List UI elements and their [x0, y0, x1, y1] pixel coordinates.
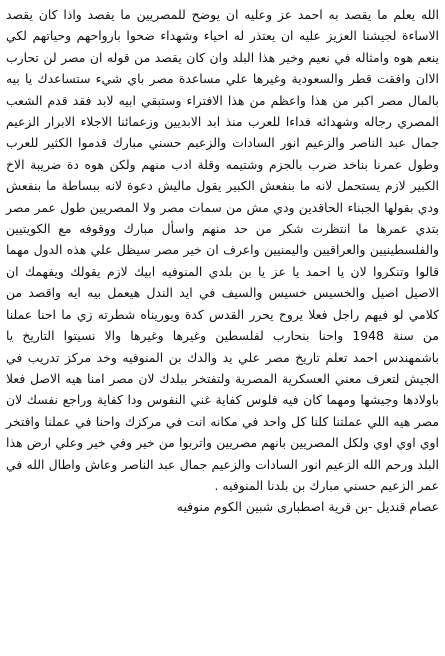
- body-paragraph: الله يعلم ما يقصد به احمد عز وعليه ان يوضح للمصريين ما يقصد واذا كان يقصد الاساءة لجيشنا العزيز عليه ان يعتذر له احياء وشهداء ضحوا بارواحهم وحياتهم لكي ينعم هوه وامثاله في نعيم وخير هذا البلد وان كان يقصد من قوله ان مصر لن تحارب الاان وافقت قطر والسعودية وغيرها علي مساعدة مصر باي شيء ستساعدك يا بيه بالمال مصر اكبر من هذا واعظم من هذا الافتراء وستبقي ابيه لابد فقد قدم الشعب المصري رجاله وشهدائه فداءا للعرب منذ ابد الابديين وزعمائنا الاجلاء الابرار الزعيم جمال عبد الناصر والزعيم انور السادات والزعيم حسني مبارك قدموا الكثير للعرب وطول عمرنا بناخد ضرب بالجزم وشتيمه وقلة ادب منهم ولكن هوه دة ضريبة الاخ الكبير لازم يستحمل لانه ما بنفعش الكبير يقول ماليش دعوة لانه ببساطة ما بنفعش ودي بقولها الجبناء الحاقدين ودي مش من سمات مصر ولا المصريين طول عمر مصر بتدي عمرها ما انتظرت شكر من حد منهم واسأل مبارك ووقوفه مع الكويتيين والفلسطينيين والعراقيين واليمنيين واعرف ان خير مصر سيظل علي هذه الدول مهما قالوا وتنكروا لان يا احمد يا عز يا بن بلدي المنوفيه ابيك لازم يقولك ويفهمك ان الاصيل اصيل والخسيس خسيس والسيف في ايد الندل هيعمل بيه ايه واقصد من كلامي لو فيهم راجل فعلا يروح يحرر القدس كدة ويوريناه شطرته زي ما احنا عملنا من سنة 1948 واحنا بنحارب لفلسطين وغيرها وغيرها والا نسيتوا التاريخ يا باشمهندس احمد تعلم تاريخ مصر علي يد والدك بن المنوفيه وخد مركز تدريب في الجيش لتعرف معني العسكرية المصرية ولتفتخر ببلدك لان مصر امنا هيه الاصل فعلا باولادها وجيشها ومهما كان فيه فلوس كفاية غني النفوس ودا كفاية وراجع نفسك لان مصر هيه اللي عملتنا كلنا كل واحد في مكانه انت في مركزك واحنا في عملنا وافتخر اوي اوي اوي ولكل المصريين بانهم مصريين واتربوا من خير وفي خير وعلي ارض هذا البلد ورحم الله الزعيم انور السادات والزعيم جمال عبد الناصر وعاش واطال الله في عمر الزعيم حسني مبارك بن بلدنا المنوفيه .: [6, 7, 439, 493]
- author-signature: عصام قنديل -بن قرية اصطبارى شبين الكوم منوفيه: [176, 499, 439, 515]
- article-text: [6, 4, 439, 518]
